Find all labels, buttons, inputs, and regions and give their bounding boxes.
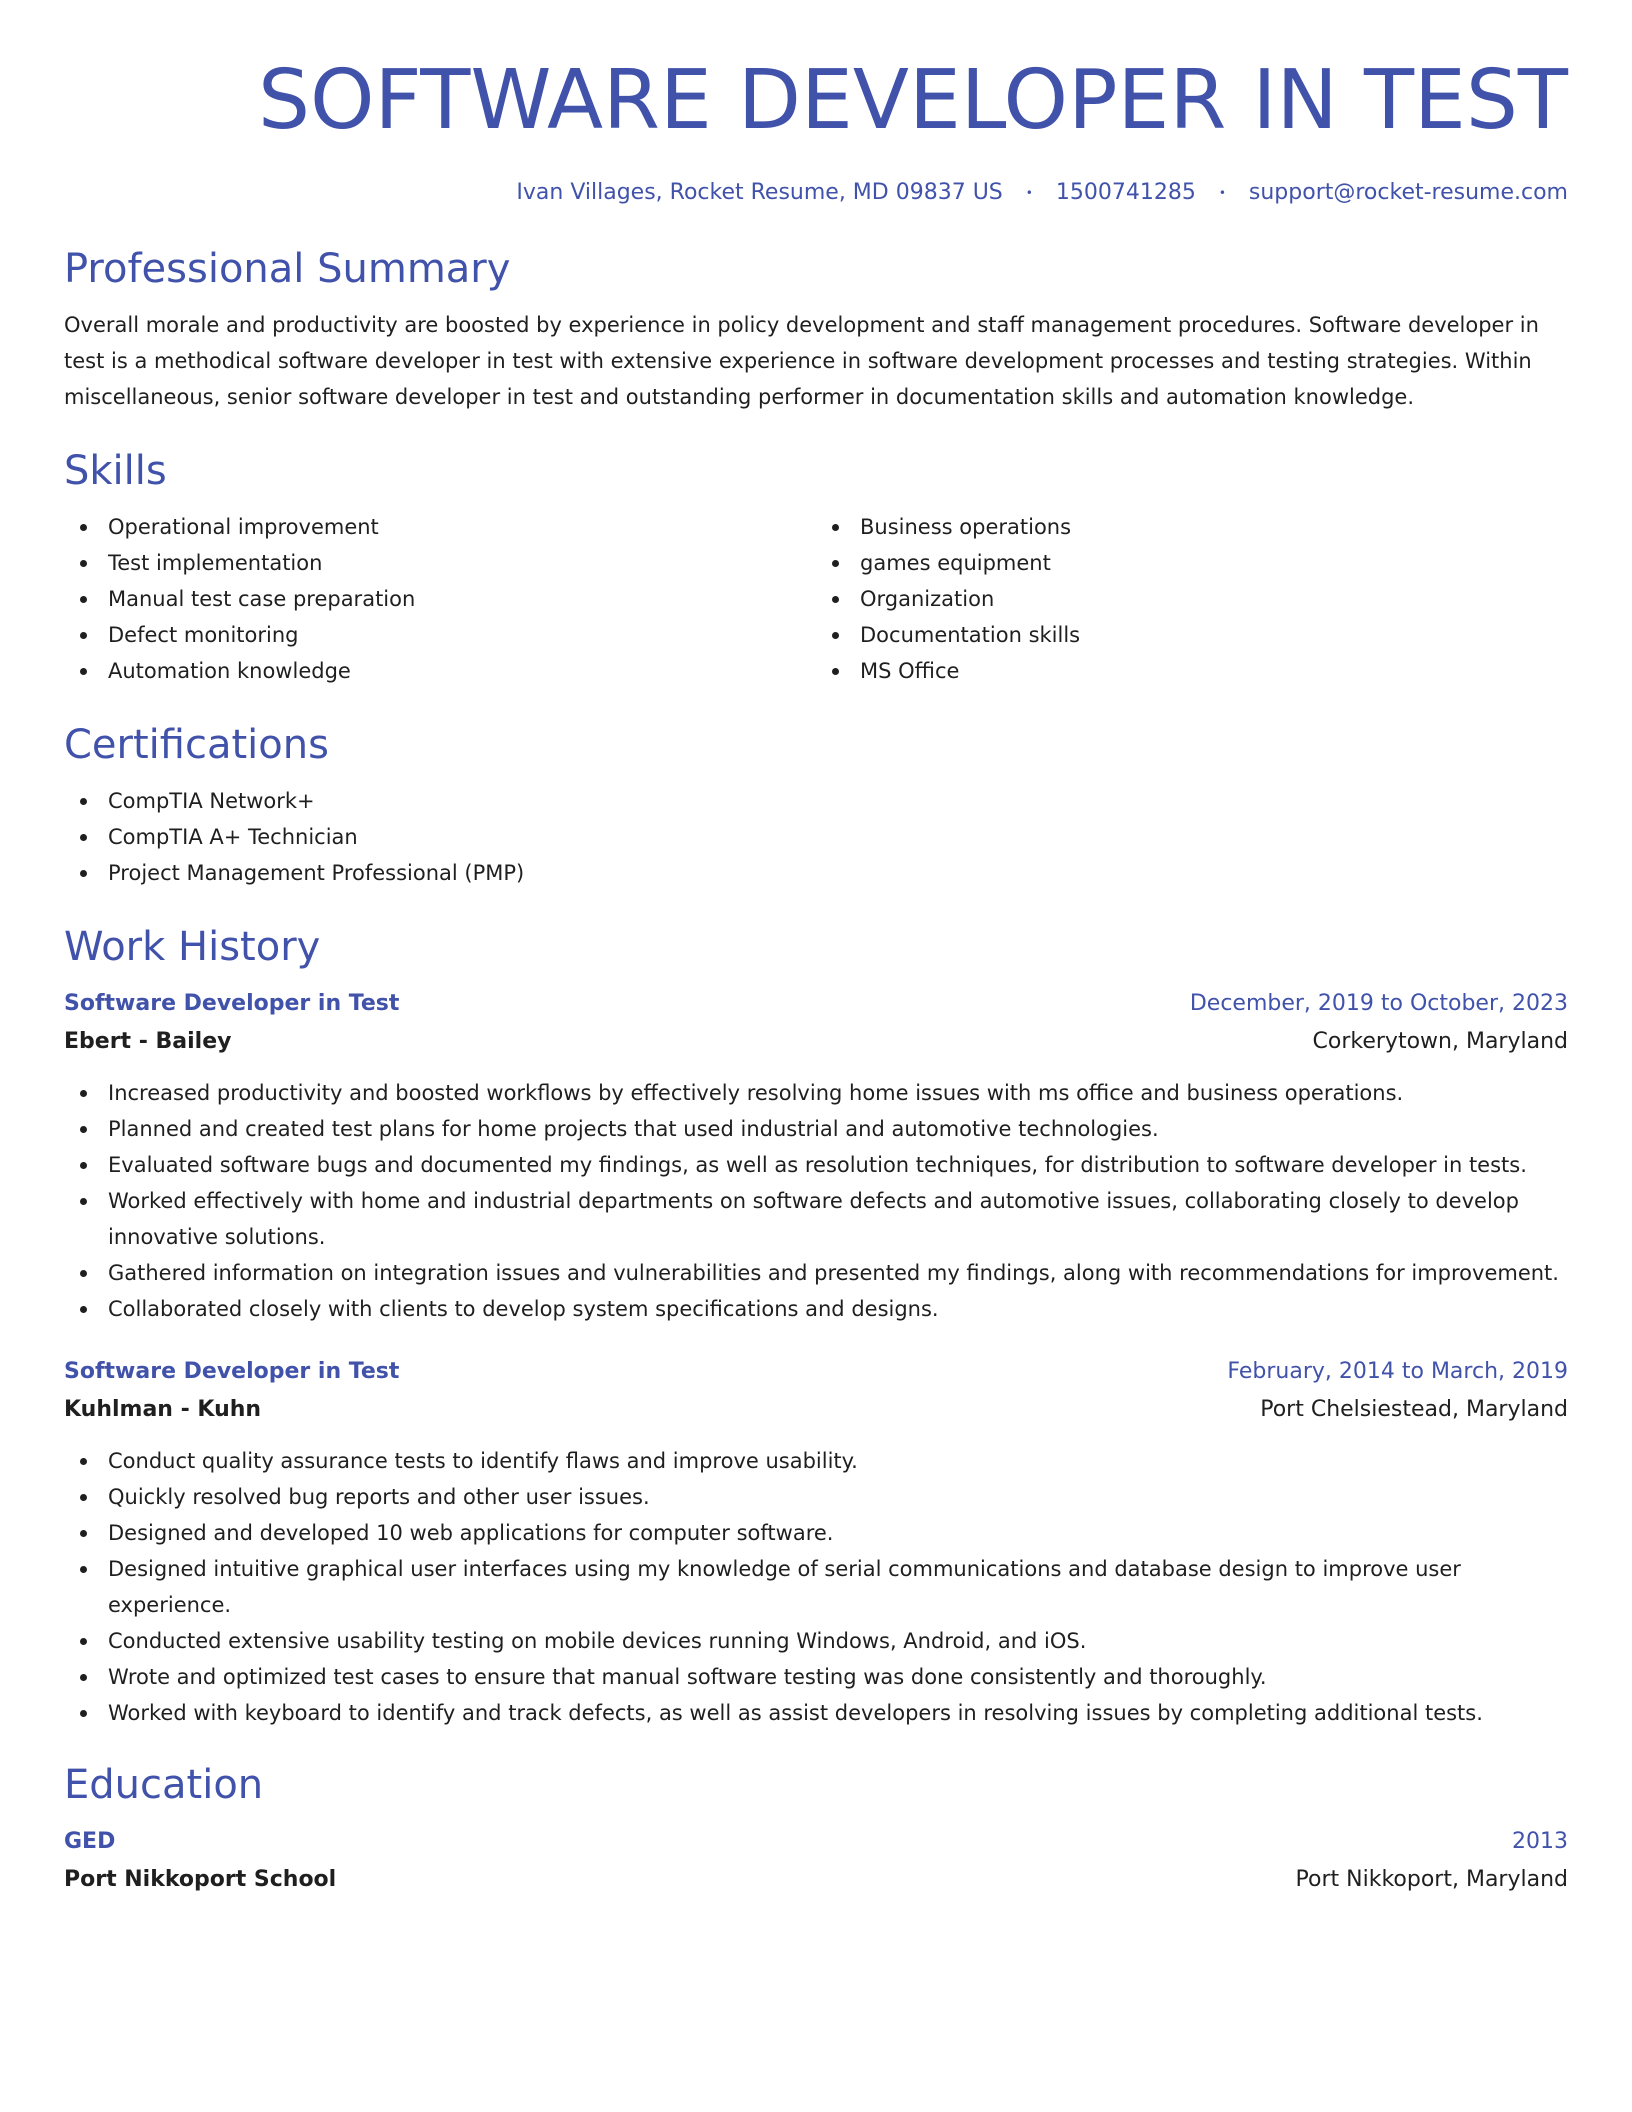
company-name: Kuhlman - Kuhn (64, 1397, 262, 1423)
skill-item: Test implementation (64, 545, 816, 581)
summary-text: Overall morale and productivity are boosted by experience in policy development and staff management procedures. Software developer in test is a methodical software developer in test with extensive experience in software development processes and testing strategies. Within miscellaneous, senior software developer in test and outstanding performer in documentation skills and automation knowledge. (64, 313, 1539, 410)
section-heading-summary: Professional Summary (64, 246, 511, 293)
job-duties-list (64, 1075, 1568, 1327)
education-entry (64, 1823, 1568, 1899)
job-duty: Gathered information on integration issues and vulnerabilities and presented my findings, along with recommendations for improvement. (64, 1255, 1568, 1291)
skills-columns (64, 509, 1568, 689)
section-heading-work-history: Work History (64, 924, 321, 971)
job-duty: Designed intuitive graphical user interfaces using my knowledge of serial communications and database design to improve user experience. (64, 1551, 1568, 1623)
contact-address: Ivan Villages, Rocket Resume, MD 09837 US (516, 180, 1003, 206)
job-duty: Wrote and optimized test cases to ensure that manual software testing was done consistently and thoroughly. (64, 1659, 1568, 1695)
job-duty: Conduct quality assurance tests to identify flaws and improve usability. (64, 1443, 1568, 1479)
certification-item: CompTIA Network+ (64, 783, 1568, 819)
contact-separator: • (1218, 186, 1226, 201)
job-duty: Worked effectively with home and industrial departments on software defects and automotive issues, collaborating closely to develop innovative solutions. (64, 1183, 1568, 1255)
skill-item: Operational improvement (64, 509, 816, 545)
job-duty: Worked with keyboard to identify and track defects, as well as assist developers in resolving issues by completing additional tests. (64, 1695, 1568, 1731)
job-duty: Evaluated software bugs and documented my findings, as well as resolution techniques, for distribution to software developer in tests. (64, 1147, 1568, 1183)
summary-section (64, 245, 1568, 415)
skills-list-left (64, 509, 816, 689)
job-title: Software Developer in Test (64, 1359, 400, 1385)
skill-item: Business operations (816, 509, 1568, 545)
contact-phone: 1500741285 (1055, 180, 1196, 206)
job-dates: December, 2019 to October, 2023 (1189, 991, 1568, 1017)
section-heading-skills: Skills (64, 448, 167, 495)
skill-item: Documentation skills (816, 617, 1568, 653)
certification-item: CompTIA A+ Technician (64, 819, 1568, 855)
section-heading-education: Education (64, 1762, 264, 1809)
skill-item: Manual test case preparation (64, 581, 816, 617)
education-section (64, 1761, 1568, 1899)
graduation-year: 2013 (1512, 1829, 1568, 1855)
job-entry (64, 985, 1568, 1327)
job-duty: Collaborated closely with clients to develop system specifications and designs. (64, 1291, 1568, 1327)
contact-line (64, 180, 1568, 205)
skill-item: Defect monitoring (64, 617, 816, 653)
job-location: Port Chelsiestead, Maryland (1260, 1397, 1568, 1423)
job-duty: Increased productivity and boosted workflows by effectively resolving home issues with ms office and business operations. (64, 1075, 1568, 1111)
section-heading-certifications: Certifications (64, 722, 329, 769)
job-duty: Designed and developed 10 web applications for computer software. (64, 1515, 1568, 1551)
degree-name: GED (64, 1829, 116, 1855)
work-history-section (64, 923, 1568, 1731)
job-entry (64, 1353, 1568, 1731)
skill-item: games equipment (816, 545, 1568, 581)
skill-item: Organization (816, 581, 1568, 617)
certifications-section (64, 721, 1568, 891)
skill-item: MS Office (816, 653, 1568, 689)
school-name: Port Nikkoport School (64, 1867, 337, 1893)
job-location: Corkerytown, Maryland (1312, 1029, 1568, 1055)
job-title-heading: SOFTWARE DEVELOPER IN TEST (257, 53, 1568, 148)
school-location: Port Nikkoport, Maryland (1295, 1867, 1568, 1893)
contact-separator: • (1025, 186, 1033, 201)
skills-list-right (816, 509, 1568, 689)
skill-item: Automation knowledge (64, 653, 816, 689)
job-title: Software Developer in Test (64, 991, 400, 1017)
job-duty: Quickly resolved bug reports and other user issues. (64, 1479, 1568, 1515)
skills-section (64, 447, 1568, 689)
job-duty: Conducted extensive usability testing on mobile devices running Windows, Android, and iOS. (64, 1623, 1568, 1659)
certification-item: Project Management Professional (PMP) (64, 855, 1568, 891)
job-duties-list (64, 1443, 1568, 1731)
job-duty: Planned and created test plans for home projects that used industrial and automotive technologies. (64, 1111, 1568, 1147)
company-name: Ebert - Bailey (64, 1029, 232, 1055)
resume-header (64, 53, 1568, 206)
contact-email: support@rocket-resume.com (1248, 180, 1568, 206)
certifications-list (64, 783, 1568, 891)
job-dates: February, 2014 to March, 2019 (1227, 1359, 1568, 1385)
